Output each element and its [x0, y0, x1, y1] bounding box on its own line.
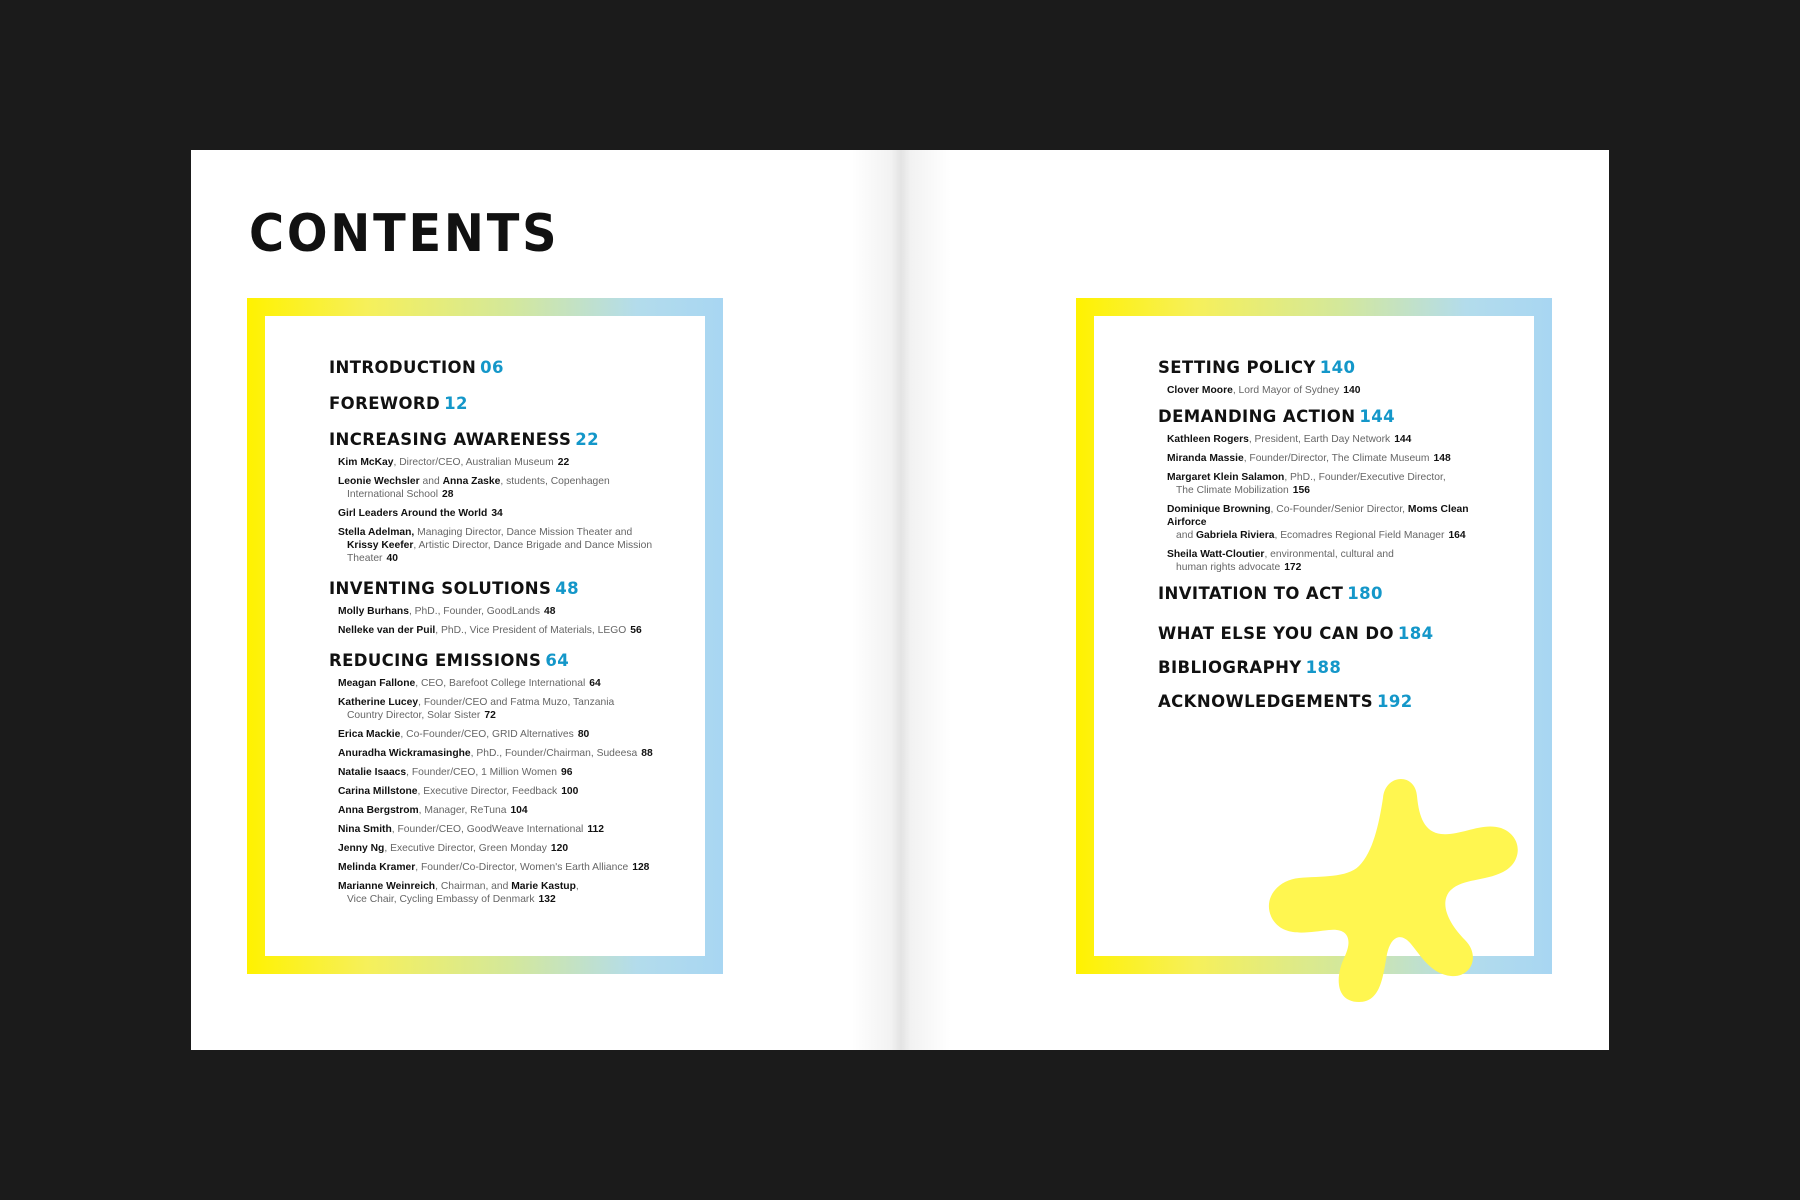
section-heading	[329, 358, 659, 378]
section-title: DEMANDING ACTION	[1158, 407, 1356, 426]
toc-section	[1158, 658, 1488, 678]
list-item	[338, 526, 658, 565]
entry-role: , CEO, Barefoot College International	[415, 678, 586, 689]
entry-name: Krissy Keefer	[347, 540, 414, 551]
entry-name: Meagan Fallone	[338, 678, 416, 689]
section-heading	[1158, 407, 1488, 427]
toc-section	[1158, 584, 1488, 604]
entry-name: Nelleke van der Puil	[338, 625, 436, 636]
entry-list	[1167, 384, 1488, 397]
list-item	[338, 823, 658, 836]
entry-role: International School	[347, 489, 439, 500]
list-item	[1167, 471, 1487, 497]
entry-page-number: 80	[577, 729, 590, 740]
entry-name: Anuradha Wickramasinghe	[338, 748, 471, 759]
section-heading	[329, 394, 659, 414]
section-page-number: 22	[575, 430, 600, 449]
left-toc-frame	[247, 298, 723, 974]
entry-name: Molly Burhans	[338, 606, 409, 617]
entry-role: Theater	[347, 553, 383, 564]
section-heading	[1158, 692, 1488, 712]
entry-page-number: 132	[538, 894, 556, 905]
entry-role: , Chairman, and	[435, 881, 512, 892]
entry-page-number: 104	[510, 805, 528, 816]
entry-continuation	[338, 893, 658, 906]
entry-name: Melinda Kramer	[338, 862, 416, 873]
toc-section	[329, 579, 659, 637]
entry-page-number: 112	[587, 824, 604, 835]
list-item	[338, 785, 658, 798]
section-page-number: 144	[1359, 407, 1396, 426]
entry-role: , Founder/Co-Director, Women's Earth Alliance	[415, 862, 629, 873]
yellow-splat-decoration	[1265, 770, 1525, 1010]
entry-role: , Ecomadres Regional Field Manager	[1274, 530, 1445, 541]
entry-role: , Founder/CEO and Fatma Muzo, Tanzania	[418, 697, 615, 708]
entry-page-number: 40	[386, 553, 398, 564]
entry-page-number: 72	[484, 710, 496, 721]
entry-role: , Founder/Director, The Climate Museum	[1243, 453, 1430, 464]
entry-page-number: 128	[632, 862, 650, 873]
entry-list	[338, 605, 659, 637]
toc-section	[1158, 358, 1488, 397]
list-item	[338, 456, 658, 469]
list-item	[338, 677, 658, 690]
entry-page-number: 48	[544, 606, 556, 617]
list-item	[338, 880, 658, 906]
entry-role: Vice Chair, Cycling Embassy of Denmark	[347, 894, 535, 905]
entry-list	[1167, 433, 1488, 574]
entry-name: Carina Millstone	[338, 786, 418, 797]
entry-role: , Executive Director, Feedback	[417, 786, 558, 797]
entry-role: Managing Director, Dance Mission Theater and	[414, 527, 633, 538]
section-page-number: 188	[1305, 658, 1342, 677]
list-item	[338, 696, 658, 722]
section-title: INCREASING AWARENESS	[329, 430, 572, 449]
entry-role: , Founder/CEO, 1 Million Women	[406, 767, 558, 778]
entry-name: Erica Mackie	[338, 729, 401, 740]
section-heading	[329, 579, 659, 599]
entry-role: ,	[575, 881, 579, 892]
entry-role: , environmental, cultural and	[1264, 549, 1394, 560]
entry-page-number: 172	[1284, 562, 1302, 573]
entry-name: Margaret Klein Salamon	[1167, 472, 1285, 483]
entry-continuation	[338, 709, 658, 722]
list-item	[338, 475, 658, 501]
entry-continuation	[338, 488, 658, 501]
entry-page-number: 34	[491, 508, 503, 519]
list-item	[338, 747, 658, 760]
section-page-number: 180	[1347, 584, 1383, 603]
entry-role: , Executive Director, Green Monday	[384, 843, 547, 854]
entry-name: Nina Smith	[338, 824, 392, 835]
toc-section	[1158, 692, 1488, 712]
list-item	[338, 507, 658, 520]
entry-name: Natalie Isaacs	[338, 767, 407, 778]
left-toc	[329, 358, 659, 912]
list-item	[1167, 384, 1487, 397]
toc-section	[329, 430, 659, 565]
entry-name: Stella Adelman,	[338, 527, 415, 538]
section-page-number: 64	[545, 651, 570, 670]
section-page-number: 12	[444, 394, 468, 413]
entry-role: The Climate Mobilization	[1176, 485, 1289, 496]
entry-role: , PhD., Founder/Executive Director,	[1284, 472, 1446, 483]
entry-continuation	[1167, 484, 1487, 497]
section-title: FOREWORD	[329, 394, 441, 413]
entry-role: , PhD., Founder, GoodLands	[408, 606, 541, 617]
entry-name: Marie Kastup	[511, 881, 576, 892]
entry-list	[338, 677, 659, 906]
entry-page-number: 64	[589, 678, 601, 689]
section-heading	[1158, 358, 1488, 378]
entry-page-number: 56	[630, 625, 642, 636]
section-title: REDUCING EMISSIONS	[329, 651, 542, 670]
entry-role: , Co-Founder/Senior Director,	[1270, 504, 1408, 515]
list-item	[1167, 503, 1487, 542]
list-item	[1167, 548, 1487, 574]
entry-page-number: 88	[641, 748, 653, 759]
entry-role: , Manager, ReTuna	[418, 805, 507, 816]
entry-name: Dominique Browning	[1167, 504, 1271, 515]
entry-page-number: 148	[1433, 453, 1451, 464]
entry-name: Katherine Lucey	[338, 697, 419, 708]
entry-page-number: 156	[1292, 485, 1310, 496]
entry-role: and	[1176, 530, 1197, 541]
section-page-number: 06	[480, 358, 504, 377]
entry-name: Girl Leaders Around the World	[338, 508, 488, 519]
entry-role: human rights advocate	[1176, 562, 1281, 573]
toc-section	[329, 358, 659, 378]
entry-role: , Director/CEO, Australian Museum	[393, 457, 554, 468]
entry-role: , Lord Mayor of Sydney	[1232, 385, 1340, 396]
entry-name: Gabriela Riviera	[1196, 530, 1275, 541]
entry-page-number: 96	[561, 767, 573, 778]
entry-page-number: 144	[1394, 434, 1412, 445]
list-item	[1167, 452, 1487, 465]
entry-continuation	[338, 552, 658, 565]
entry-list	[338, 456, 659, 565]
list-item	[338, 728, 658, 741]
section-page-number: 48	[555, 579, 580, 598]
section-title: INVENTING SOLUTIONS	[329, 579, 552, 598]
entry-role: , Artistic Director, Dance Brigade and Dance Mission	[413, 540, 653, 551]
entry-page-number: 28	[442, 489, 454, 500]
section-title: INVITATION TO ACT	[1158, 584, 1344, 603]
entry-name: Clover Moore	[1167, 385, 1233, 396]
section-heading	[1158, 658, 1488, 678]
entry-role: Country Director, Solar Sister	[347, 710, 481, 721]
section-heading	[329, 651, 659, 671]
entry-role: , Founder/CEO, GoodWeave International	[391, 824, 584, 835]
list-item	[338, 861, 658, 874]
entry-name: Leonie Wechsler	[338, 476, 420, 487]
entry-page-number: 22	[557, 457, 570, 468]
right-toc	[1158, 358, 1488, 712]
section-page-number: 140	[1319, 358, 1356, 377]
section-heading	[329, 430, 659, 450]
entry-name: Sheila Watt-Cloutier	[1167, 549, 1265, 560]
section-title: WHAT ELSE YOU CAN DO	[1158, 624, 1394, 643]
entry-continuation	[338, 539, 658, 552]
entry-continuation	[1167, 561, 1487, 574]
entry-name: Anna Bergstrom	[338, 805, 419, 816]
section-page-number: 184	[1397, 624, 1434, 643]
list-item	[338, 766, 658, 779]
entry-role: , PhD., Founder/Chairman, Sudeesa	[470, 748, 638, 759]
section-title: BIBLIOGRAPHY	[1158, 658, 1302, 677]
entry-role: , students, Copenhagen	[500, 476, 610, 487]
list-item	[1167, 433, 1487, 446]
section-heading	[1158, 584, 1488, 604]
entry-name: Anna Zaske	[442, 476, 501, 487]
entry-name: Kathleen Rogers	[1167, 434, 1249, 445]
entry-name: Marianne Weinreich	[338, 881, 436, 892]
entry-role: , PhD., Vice President of Materials, LEGO	[435, 625, 627, 636]
list-item	[338, 804, 658, 817]
section-title: SETTING POLICY	[1158, 358, 1316, 377]
page-title: CONTENTS	[249, 204, 560, 264]
toc-section	[329, 394, 659, 414]
toc-section	[1158, 624, 1488, 644]
entry-page-number: 120	[550, 843, 569, 854]
entry-name: Moms Clean Airforce	[1167, 504, 1469, 528]
section-title: ACKNOWLEDGEMENTS	[1158, 692, 1374, 711]
entry-page-number: 164	[1448, 530, 1466, 541]
section-page-number: 192	[1377, 692, 1413, 711]
entry-role: , President, Earth Day Network	[1248, 434, 1391, 445]
section-heading	[1158, 624, 1488, 644]
entry-name: Miranda Massie	[1167, 453, 1244, 464]
entry-role: , Co-Founder/CEO, GRID Alternatives	[400, 729, 574, 740]
list-item	[338, 624, 658, 637]
entry-page-number: 140	[1343, 385, 1361, 396]
list-item	[338, 605, 658, 618]
list-item	[338, 842, 658, 855]
entry-continuation	[1167, 529, 1487, 542]
entry-name: Kim McKay	[338, 457, 394, 468]
entry-name: Jenny Ng	[338, 843, 385, 854]
book-gutter	[851, 150, 951, 1050]
entry-page-number: 100	[561, 786, 579, 797]
entry-role: and	[419, 476, 443, 487]
section-title: INTRODUCTION	[329, 358, 477, 377]
toc-section	[1158, 407, 1488, 574]
toc-section	[329, 651, 659, 906]
